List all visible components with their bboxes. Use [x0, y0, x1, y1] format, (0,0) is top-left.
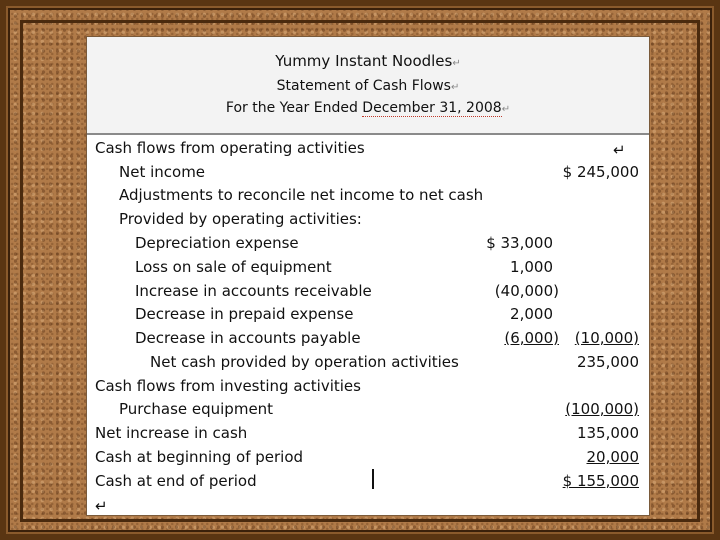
- depreciation-amount: $ 33,000: [486, 234, 553, 252]
- statement-header: [87, 37, 649, 135]
- loss-on-sale-amount: 1,000: [510, 258, 553, 276]
- purchase-equipment-amount: (100,000): [565, 400, 639, 418]
- net-income-amount: $ 245,000: [562, 163, 639, 181]
- net-increase-amount: 135,000: [576, 424, 639, 442]
- cash-beginning-amount: 20,000: [586, 448, 639, 466]
- statement-title: Statement of Cash Flows↵: [276, 78, 460, 94]
- increase-ar-label: Increase in accounts receivable: [135, 282, 372, 300]
- net-increase-label: Net increase in cash: [95, 424, 248, 442]
- decrease-ap-label: Decrease in accounts payable: [135, 329, 361, 347]
- decrease-prepaid-amount: 2,000: [510, 305, 553, 323]
- adjustments-label: Adjustments to reconcile net income to net cash: [119, 186, 484, 204]
- decrease-prepaid-label: Decrease in prepaid expense: [135, 305, 354, 323]
- net-cash-operating-label: Net cash provided by operation activities: [150, 353, 459, 371]
- net-income-label: Net income: [119, 163, 206, 181]
- investing-activities-heading: Cash flows from investing activities: [95, 377, 361, 395]
- statement-document: [86, 36, 650, 516]
- net-cash-operating-amount: 235,000: [576, 353, 639, 371]
- purchase-equipment-label: Purchase equipment: [119, 400, 274, 418]
- adjustments-total-amount: (10,000): [574, 329, 639, 347]
- provided-by-label: Provided by operating activities:: [119, 210, 362, 228]
- statement-period: For the Year Ended December 31, 2008↵: [225, 100, 511, 116]
- paragraph-mark: ↵: [613, 141, 626, 159]
- paragraph-mark-end: ↵: [95, 497, 108, 515]
- increase-ar-amount: (40,000): [494, 282, 559, 300]
- cash-beginning-label: Cash at beginning of period: [95, 448, 304, 466]
- loss-on-sale-label: Loss on sale of equipment: [135, 258, 332, 276]
- depreciation-label: Depreciation expense: [135, 234, 299, 252]
- company-name: Yummy Instant Noodles↵: [275, 52, 461, 70]
- cash-end-label: Cash at end of period: [95, 472, 257, 490]
- decrease-ap-amount: (6,000): [504, 329, 559, 347]
- operating-activities-heading: Cash flows from operating activities: [95, 139, 365, 157]
- text-cursor: [372, 469, 374, 489]
- cash-end-amount: $ 155,000: [562, 472, 639, 490]
